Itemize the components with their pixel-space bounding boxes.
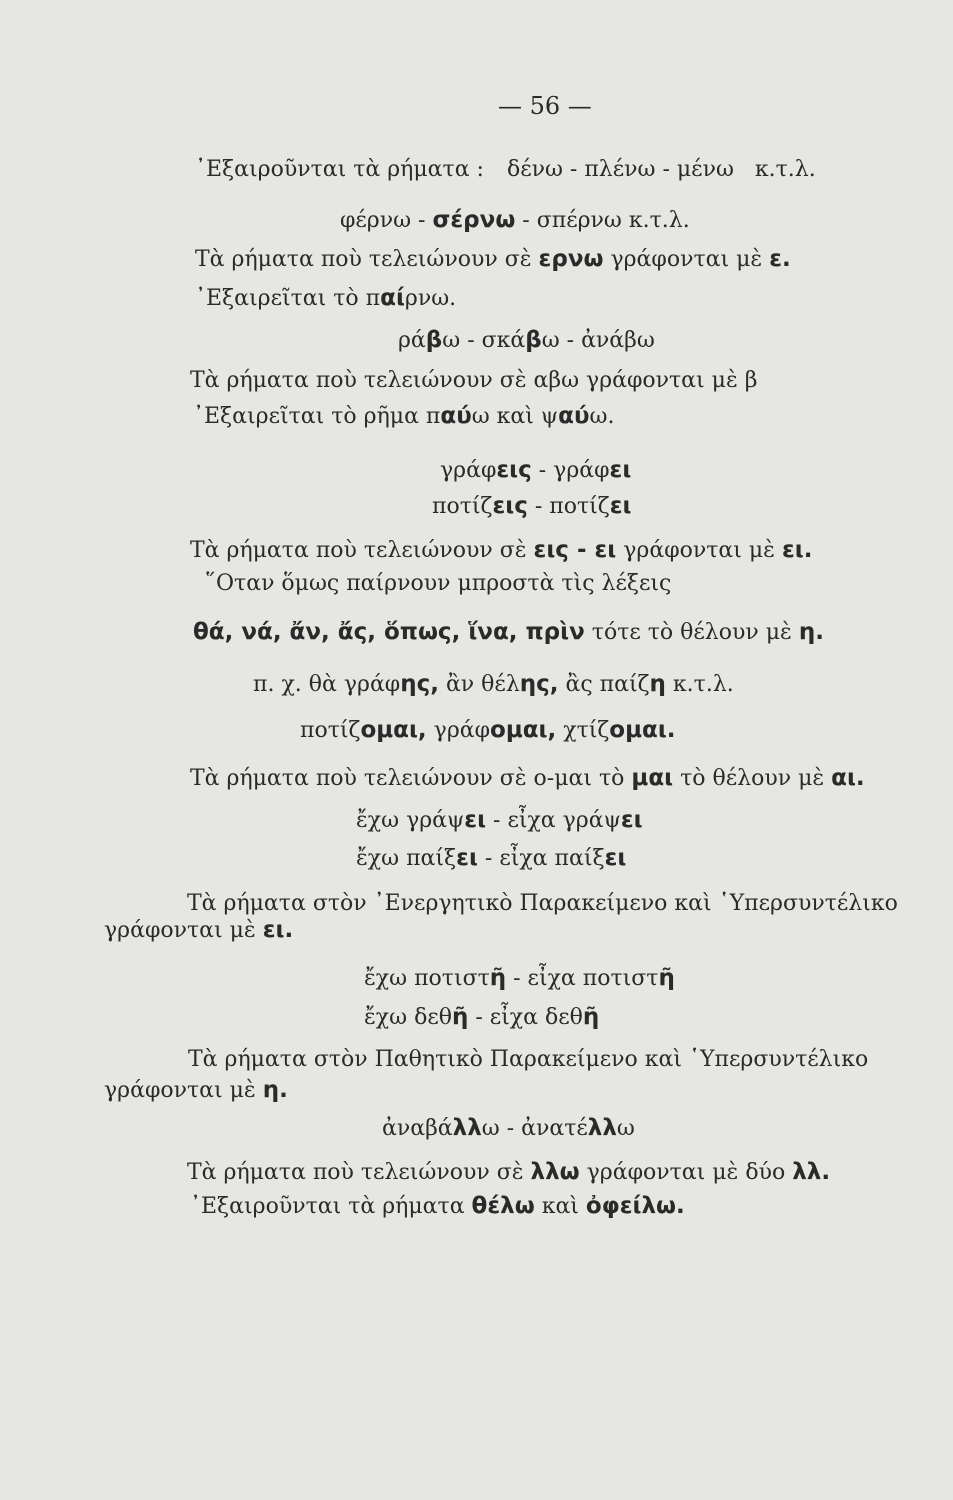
text-line: γράφεις - γράφει [440, 457, 632, 483]
text-line: ράβω - σκάβω - ἀνάβω [398, 327, 655, 353]
text-line: ῞Οταν ὅμως παίρνουν μπροστὰ τὶς λέξεις [205, 571, 672, 596]
text-line: ᾿Εξαιρεῖται τὸ παίρνω. [195, 285, 457, 311]
text-line: Τὰ ρήματα ποὺ τελειώνουν σὲ αβω γράφονται μὲ β [190, 368, 758, 393]
text-line: ᾿Εξαιρεῖται τὸ ρῆμα παύω καὶ ψαύω. [193, 403, 615, 429]
text-line: Τὰ ρήματα ποὺ τελειώνουν σὲ λλω γράφονται μὲ δύο λλ. [187, 1159, 831, 1185]
page-number: — 56 — [498, 92, 592, 120]
text-line: γράφονται μὲ η. [104, 1077, 288, 1103]
text-line: ἔχω γράψει - εἶχα γράψει [356, 807, 643, 833]
text-line: Τὰ ρήματα στὸν Παθητικὸ Παρακείμενο καὶ ῾Υπερσυντέλικο [188, 1047, 869, 1072]
text-line: π. χ. θὰ γράφης, ἂν θέλης, ἂς παίζη κ.τ.λ. [253, 671, 734, 697]
text-line: ἔχω ποτιστῆ - εἶχα ποτιστῆ [364, 965, 675, 991]
text-line: φέρνω - σέρνω - σπέρνω κ.τ.λ. [340, 207, 690, 233]
text-line: ποτίζομαι, γράφομαι, χτίζομαι. [300, 717, 676, 743]
text-line: Τὰ ρήματα ποὺ τελειώνουν σὲ ο-μαι τὸ μαι τὸ θέλουν μὲ αι. [190, 765, 865, 791]
text-line: ἀναβάλλω - ἀνατέλλω [382, 1115, 635, 1141]
text-line: Τὰ ρήματα στὸν ᾿Ενεργητικὸ Παρακείμενο καὶ ῾Υπερσυντέλικο [187, 891, 898, 916]
text-line: ᾿Εξαιροῦνται τὰ ρήματα : δένω - πλένω - μένω κ.τ.λ. [195, 157, 816, 182]
text-line: ποτίζεις - ποτίζει [432, 493, 632, 519]
text-line: Τὰ ρήματα ποὺ τελειώνουν σὲ ερνω γράφονται μὲ ε. [195, 246, 791, 272]
text-line: γράφονται μὲ ει. [104, 917, 294, 943]
text-line: ἔχω δεθῆ - εἶχα δεθῆ [364, 1004, 600, 1030]
text-line: Τὰ ρήματα ποὺ τελειώνουν σὲ εις - ει γράφονται μὲ ει. [190, 537, 813, 563]
text-line: θά, νά, ἄν, ἄς, ὅπως, ἵνα, πρὶν τότε τὸ θέλουν μὲ η. [193, 619, 824, 645]
text-line: ᾿Εξαιροῦνται τὰ ρήματα θέλω καὶ ὀφείλω. [190, 1193, 685, 1219]
text-line: ἔχω παίξει - εἶχα παίξει [356, 845, 627, 871]
